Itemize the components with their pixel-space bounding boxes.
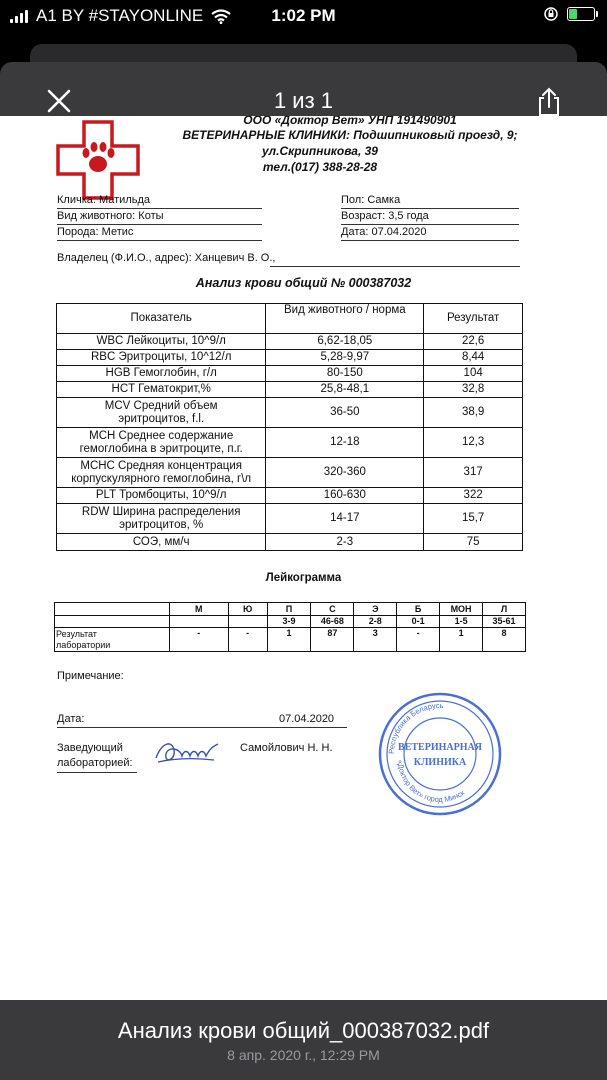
close-icon[interactable]: [44, 86, 74, 116]
pet-sex: Пол: Самка: [341, 194, 401, 206]
clinic-street: ул.Скрипникова, 39: [262, 144, 378, 158]
page-counter: 1 из 1: [273, 88, 334, 113]
pet-breed: Порода: Метис: [57, 226, 134, 238]
table-row: PLT Тромбоциты, 10^9/л 160-630 322: [57, 488, 523, 504]
blood-table: [56, 303, 523, 551]
clinic-name: ООО «Доктор Вет» УНП 191490901: [243, 116, 457, 127]
table-row: HCT Гематокрит,% 25,8-48,1 32,8: [57, 382, 523, 398]
clinic-stamp: [376, 690, 504, 818]
clinic-logo: [56, 120, 140, 200]
pet-age: Возраст: 3,5 года: [341, 210, 429, 222]
clinic-address: ВЕТЕРИНАРНЫЕ КЛИНИКИ: Подшипниковый проезд, 9;: [182, 128, 518, 142]
head-label-2: лабораторией:: [57, 757, 133, 769]
table-row: RDW Ширина распределения эритроцитов, % 14-17 15,7: [57, 504, 523, 534]
share-icon[interactable]: [535, 86, 563, 118]
signature: [152, 736, 220, 770]
carrier-label: A1 BY #STAYONLINE: [36, 6, 204, 25]
orientation-lock-icon: [543, 6, 559, 22]
note-label: Примечание:: [57, 670, 124, 682]
head-label: Заведующий: [57, 742, 123, 754]
leukogram-title: Лейкограмма: [265, 572, 342, 584]
clinic-phone: тел.(017) 388-28-28: [262, 160, 378, 174]
head-name: Самойлович Н. Н.: [240, 742, 333, 754]
table-row: RBC Эритроциты, 10^12/л 5,28-9,97 8,44: [57, 350, 523, 366]
clock: 1:02 PM: [271, 6, 336, 25]
file-name: Анализ крови общий_000387032.pdf: [117, 1018, 490, 1043]
col-result: Результат: [424, 304, 523, 334]
date-value: 07.04.2020: [279, 713, 335, 725]
analysis-title: Анализ крови общий № 000387032: [195, 276, 412, 290]
table-row: WBC Лейкоциты, 10^9/л 6,62-18,05 22,6: [57, 334, 523, 350]
table-row: MCV Средний объем эритроцитов, f.l. 36-50 38,9: [57, 398, 523, 428]
pdf-page: [0, 116, 607, 1000]
date-label: Дата:: [57, 713, 85, 725]
svg-text:«Доктор Вет» город Минск: «Доктор Вет» город Минск: [395, 759, 466, 805]
battery-icon: [567, 7, 595, 21]
leukogram-table: М Ю П С Э Б МОН Л 3-9 46-68 2-8 0-1 1-5 35-61 Результат лаборатории - - 1 87 3 - 1 8: [54, 602, 526, 652]
table-row: HGB Гемоглобин, г/л 80-150 104: [57, 366, 523, 382]
leukogram-result-row: Результат лаборатории - - 1 87 3 - 1 8: [55, 628, 526, 652]
table-row: СОЭ, мм/ч 2-3 75: [57, 534, 523, 551]
col-norm: Вид животного / норма: [266, 304, 424, 334]
table-row: MCHC Средняя концентрация корпускулярного гемоглобина, г\л 320-360 317: [57, 458, 523, 488]
svg-text:ВЕТЕРИНАРНАЯ: ВЕТЕРИНАРНАЯ: [398, 742, 482, 753]
owner: Владелец (Ф.И.О., адрес): Ханцевич В. О.,: [57, 252, 276, 264]
exam-date: Дата: 07.04.2020: [341, 226, 427, 238]
col-indicator: Показатель: [57, 304, 266, 334]
pet-species: Вид животного: Коты: [57, 210, 164, 222]
table-row: MCH Среднее содержание гемоглобина в эритроците, п.г. 12-18 12,3: [57, 428, 523, 458]
pet-name: Кличка: Матильда: [57, 194, 151, 206]
file-info-bar: [0, 1000, 607, 1080]
svg-text:Республика Беларусь: Республика Беларусь: [386, 700, 444, 755]
status-bar: [0, 0, 607, 34]
svg-text:КЛИНИКА: КЛИНИКА: [413, 757, 467, 768]
file-date: 8 апр. 2020 г., 12:29 PM: [227, 1047, 380, 1063]
